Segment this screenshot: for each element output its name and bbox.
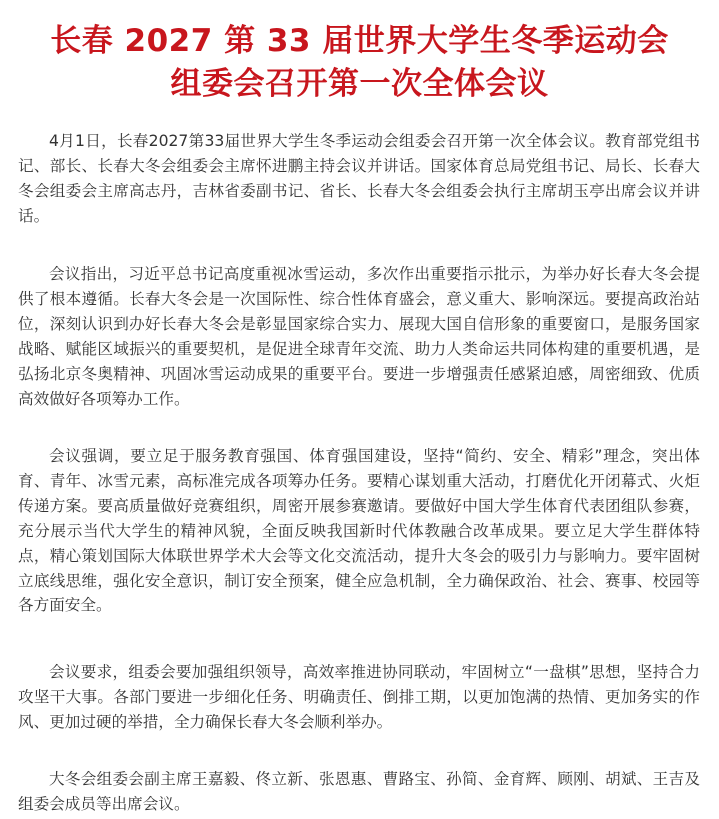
paragraph-meeting-intro: 4月1日，长春2027第33届世界大学生冬季运动会组委会召开第一次全体会议。教育部党组书记、部长、长春大冬会组委会主席怀进鹏主持会议并讲话。国家体育总局党组书记、局长、长春大冬会组委会主席高志丹，吉林省委副书记、省长、长春大冬会组委会执行主席胡玉亭出席会议并讲话。	[18, 132, 700, 225]
paragraph-meeting-pointed-out: 会议指出，习近平总书记高度重视冰雪运动，多次作出重要指示批示，为举办好长春大冬会提供了根本遵循。长春大冬会是一次国际性、综合性体育盛会，意义重大、影响深远。要提高政治站位，深刻认识到办好长春大冬会是彰显国家综合实力、展现大国自信形象的重要窗口，是服务国家战略、赋能区域振兴的重要契机，是促进全球青年交流、助力人类命运共同体构建的重要机遇，是弘扬北京冬奥精神、巩固冰雪运动成果的重要平台。要进一步增强责任感紧迫感，周密细致、优质高效做好各项筹办工作。	[18, 265, 700, 408]
paragraph-meeting-emphasized: 会议强调，要立足于服务教育强国、体育强国建设，坚持“简约、安全、精彩”理念，突出体育、青年、冰雪元素，高标准完成各项筹办任务。要精心谋划重大活动，打磨优化开闭幕式、火炬传递方案。要高质量做好竞赛组织，周密开展参赛邀请。要做好中国大学生体育代表团组队参赛，充分展示当代大学生的精神风貌，全面反映我国新时代体教融合改革成果。要立足大学生群体特点，精心策划国际大体联世界学术大会等文化交流活动，提升大冬会的吸引力与影响力。要牢固树立底线思维，强化安全意识，制订安全预案，健全应急机制，全力确保政治、社会、赛事、校园等各方面安全。	[18, 447, 700, 615]
paragraph-attendees: 大冬会组委会副主席王嘉毅、佟立新、张恩惠、曹路宝、孙简、金育辉、顾刚、胡斌、王吉及组委会成员等出席会议。	[18, 770, 700, 813]
headline-line-1: 长春 2027 第 33 届世界大学生冬季运动会	[50, 23, 669, 59]
paragraph-meeting-requirements: 会议要求，组委会要加强组织领导，高效率推进协同联动，牢固树立“一盘棋”思想，坚持合力攻坚干大事。各部门要进一步细化任务、明确责任、倒排工期，以更加饱满的热情、更加务实的作风、更加过硬的举措，全力确保长春大冬会顺利举办。	[18, 663, 700, 731]
headline-line-2: 组委会召开第一次全体会议	[170, 66, 549, 102]
